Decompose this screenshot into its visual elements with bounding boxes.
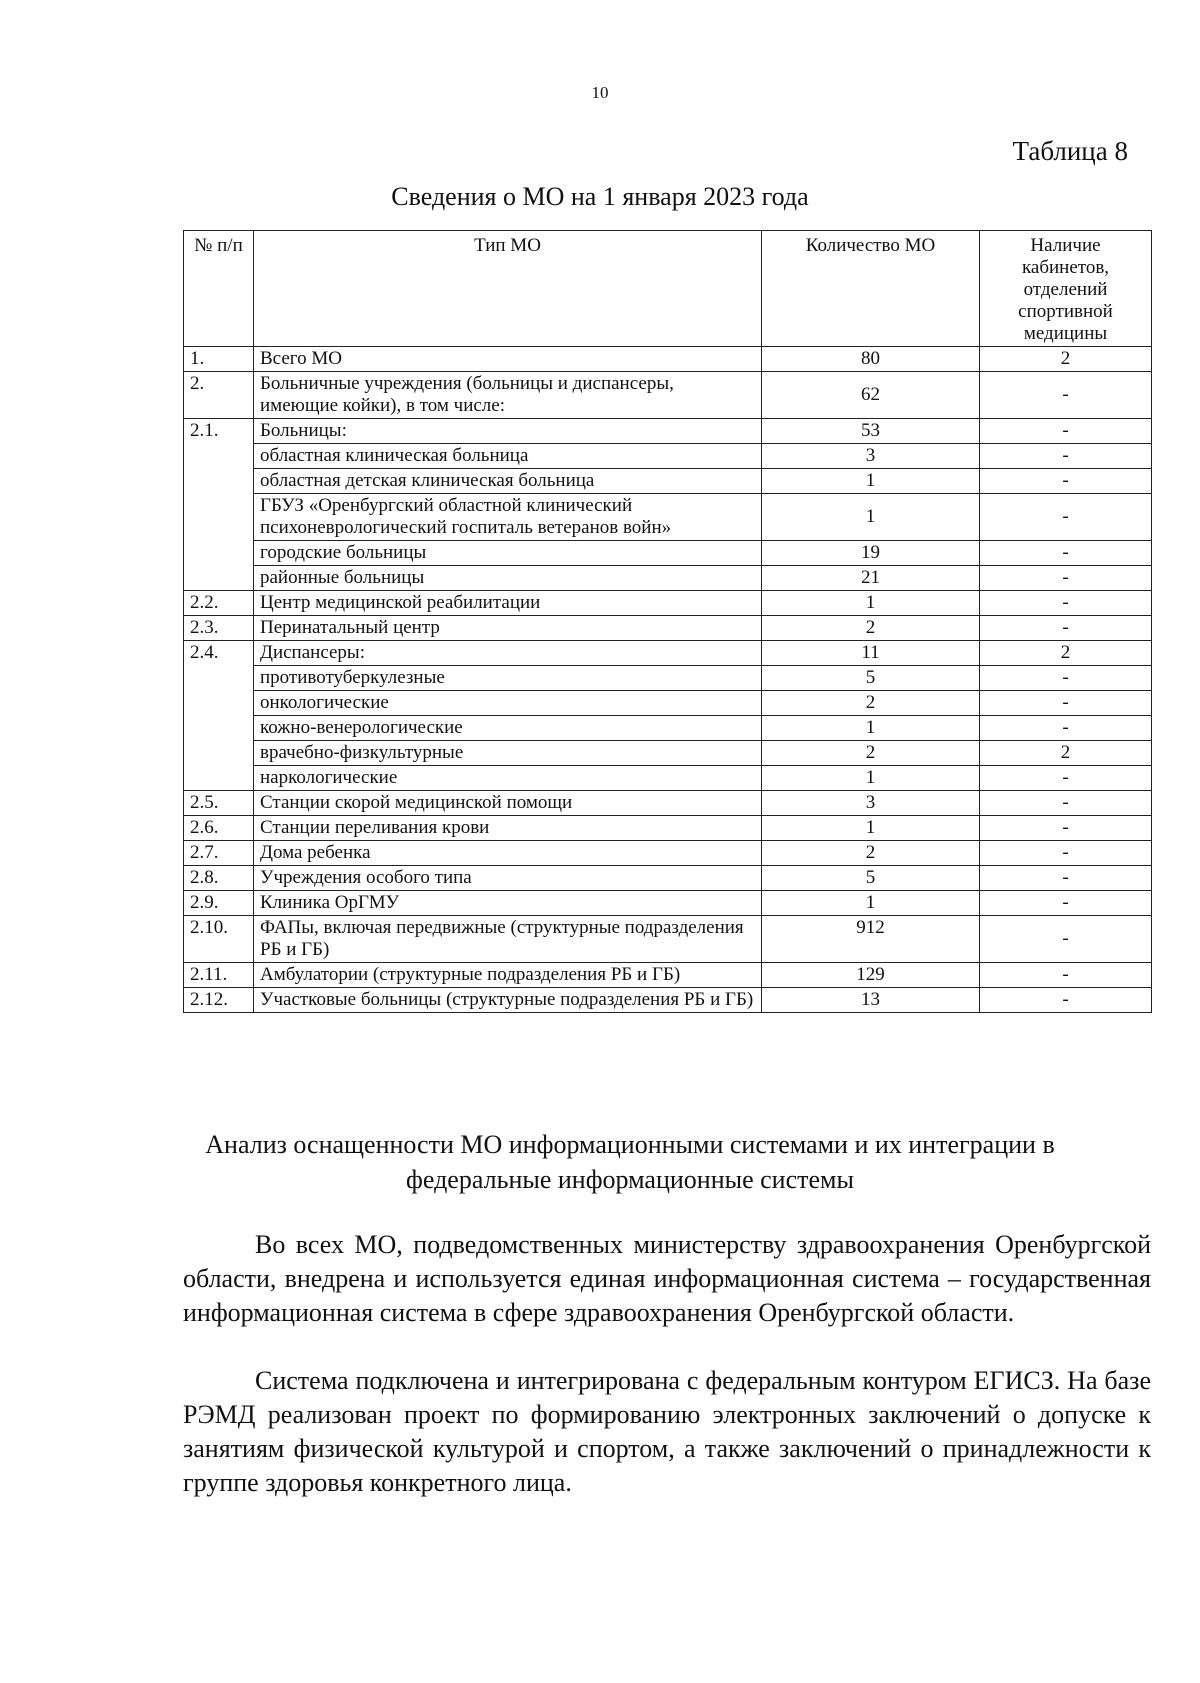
row-avail: - (980, 691, 1152, 716)
row-avail: - (980, 616, 1152, 641)
row-num (184, 444, 254, 469)
row-num (184, 666, 254, 691)
row-count: 1 (762, 591, 980, 616)
row-type: Больничные учреждения (больницы и диспансеры, имеющие койки), в том числе: (254, 372, 762, 419)
row-count: 5 (762, 666, 980, 691)
row-type: Станции скорой медицинской помощи (254, 791, 762, 816)
row-type: ГБУЗ «Оренбургский областной клинический психоневрологический госпиталь ветеранов войн» (254, 494, 762, 541)
row-num: 2.1. (184, 419, 254, 444)
row-count: 912 (762, 916, 980, 963)
row-avail: - (980, 866, 1152, 891)
table-row (184, 716, 1152, 741)
table-row (184, 916, 1152, 963)
table-row (184, 816, 1152, 841)
row-count: 2 (762, 691, 980, 716)
row-avail: - (980, 816, 1152, 841)
row-type: Дома ребенка (254, 841, 762, 866)
row-num: 2. (184, 372, 254, 419)
row-num: 2.4. (184, 641, 254, 666)
row-avail: - (980, 963, 1152, 988)
row-avail: - (980, 891, 1152, 916)
table-row (184, 766, 1152, 791)
row-count: 11 (762, 641, 980, 666)
row-count: 13 (762, 988, 980, 1013)
row-count: 1 (762, 766, 980, 791)
row-type: Диспансеры: (254, 641, 762, 666)
table-row (184, 791, 1152, 816)
row-avail: - (980, 419, 1152, 444)
row-avail: - (980, 566, 1152, 591)
row-type: городские больницы (254, 541, 762, 566)
table-row (184, 372, 1152, 419)
row-avail: - (980, 791, 1152, 816)
table-row (184, 866, 1152, 891)
row-avail: 2 (980, 741, 1152, 766)
row-avail: - (980, 666, 1152, 691)
table-row (184, 347, 1152, 372)
row-type: кожно-венерологические (254, 716, 762, 741)
row-count: 53 (762, 419, 980, 444)
row-num (184, 741, 254, 766)
row-num: 1. (184, 347, 254, 372)
header-avail: Наличие кабинетов, отделений спортивной медицины (980, 231, 1152, 347)
table-row (184, 691, 1152, 716)
row-type: противотуберкулезные (254, 666, 762, 691)
table-row (184, 666, 1152, 691)
table-row (184, 444, 1152, 469)
row-num (184, 766, 254, 791)
row-type: Больницы: (254, 419, 762, 444)
row-type: областная клиническая больница (254, 444, 762, 469)
row-num (184, 566, 254, 591)
table-caption: Таблица 8 (1012, 136, 1128, 166)
row-num: 2.10. (184, 916, 254, 963)
header-num: № п/п (184, 231, 254, 347)
row-num: 2.6. (184, 816, 254, 841)
table-row (184, 469, 1152, 494)
row-count: 1 (762, 891, 980, 916)
row-type: врачебно-физкультурные (254, 741, 762, 766)
row-type: Всего МО (254, 347, 762, 372)
paragraph: Во всех МО, подведомственных министерству здравоохранения Оренбургской области, внедрена и используется единая информационная система – государственная информационная система в сфере здравоохранения Оренбургской области. (183, 1230, 1151, 1327)
row-type: Учреждения особого типа (254, 866, 762, 891)
row-avail: - (980, 541, 1152, 566)
paragraph: Система подключена и интегрирована с федеральным контуром ЕГИСЗ. На базе РЭМД реализован проект по формированию электронных заключений о допуске к занятиям физической культурой и спортом, а также заключений о принадлежности к группе здоровья конкретного лица. (183, 1366, 1151, 1497)
mo-table (183, 230, 1152, 1013)
row-type: Станции переливания крови (254, 816, 762, 841)
row-type: Перинатальный центр (254, 616, 762, 641)
row-avail: - (980, 372, 1152, 419)
row-type: Центр медицинской реабилитации (254, 591, 762, 616)
table-row (184, 891, 1152, 916)
row-count: 80 (762, 347, 980, 372)
header-type: Тип МО (254, 231, 762, 347)
table-row (184, 741, 1152, 766)
table-row (184, 419, 1152, 444)
section-heading: Анализ оснащенности МО информационными системами и их интеграции в федеральные информационные системы (205, 1130, 1055, 1194)
row-type: наркологические (254, 766, 762, 791)
row-count: 2 (762, 616, 980, 641)
row-num (184, 469, 254, 494)
row-avail: 2 (980, 347, 1152, 372)
row-num (184, 494, 254, 541)
table-row (184, 988, 1152, 1013)
row-count: 5 (762, 866, 980, 891)
row-avail: - (980, 841, 1152, 866)
row-count: 1 (762, 494, 980, 541)
row-avail: - (980, 469, 1152, 494)
row-count: 2 (762, 741, 980, 766)
row-type: Амбулатории (структурные подразделения РБ и ГБ) (254, 963, 762, 988)
table-row (184, 494, 1152, 541)
row-num (184, 541, 254, 566)
row-avail: - (980, 716, 1152, 741)
page-number: 10 (591, 83, 609, 102)
table-row (184, 591, 1152, 616)
table-header-row (184, 231, 1152, 347)
row-avail: - (980, 494, 1152, 541)
table-row (184, 641, 1152, 666)
row-num (184, 716, 254, 741)
row-num: 2.11. (184, 963, 254, 988)
row-type: ФАПы, включая передвижные (структурные подразделения РБ и ГБ) (254, 916, 762, 963)
row-count: 1 (762, 816, 980, 841)
row-type: Участковые больницы (структурные подразделения РБ и ГБ) (254, 988, 762, 1013)
row-num: 2.7. (184, 841, 254, 866)
row-num: 2.5. (184, 791, 254, 816)
row-count: 1 (762, 469, 980, 494)
row-count: 21 (762, 566, 980, 591)
header-count: Количество МО (762, 231, 980, 347)
row-avail: - (980, 916, 1152, 963)
row-num: 2.12. (184, 988, 254, 1013)
table-row (184, 616, 1152, 641)
row-count: 2 (762, 841, 980, 866)
row-num: 2.2. (184, 591, 254, 616)
row-count: 129 (762, 963, 980, 988)
row-avail: 2 (980, 641, 1152, 666)
row-num: 2.9. (184, 891, 254, 916)
row-num (184, 691, 254, 716)
row-type: Клиника ОрГМУ (254, 891, 762, 916)
row-count: 1 (762, 716, 980, 741)
table-title: Сведения о МО на 1 января 2023 года (391, 182, 809, 211)
row-avail: - (980, 766, 1152, 791)
row-type: онкологические (254, 691, 762, 716)
row-num: 2.3. (184, 616, 254, 641)
row-type: областная детская клиническая больница (254, 469, 762, 494)
row-count: 3 (762, 444, 980, 469)
row-num: 2.8. (184, 866, 254, 891)
row-avail: - (980, 591, 1152, 616)
table-row (184, 541, 1152, 566)
row-count: 62 (762, 372, 980, 419)
table-row (184, 566, 1152, 591)
row-count: 3 (762, 791, 980, 816)
row-avail: - (980, 444, 1152, 469)
table-row (184, 963, 1152, 988)
row-count: 19 (762, 541, 980, 566)
row-avail: - (980, 988, 1152, 1013)
table-row (184, 841, 1152, 866)
row-type: районные больницы (254, 566, 762, 591)
